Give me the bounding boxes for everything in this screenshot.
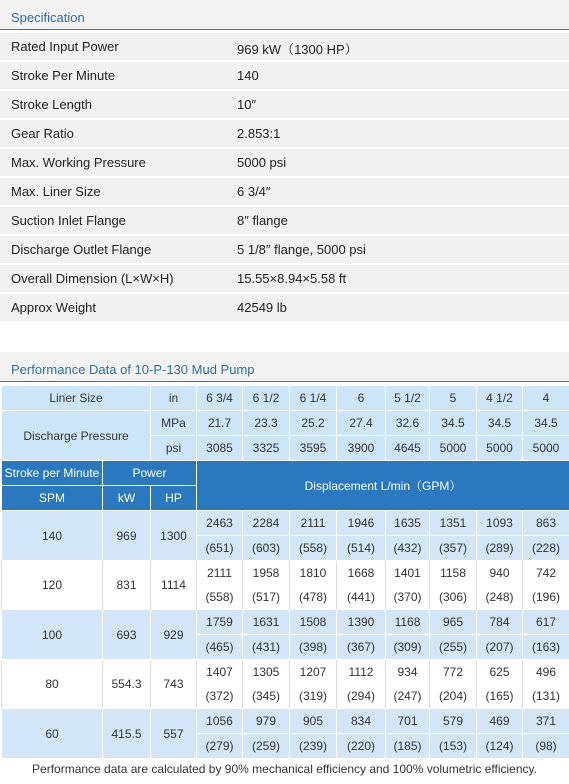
mpa-unit: MPa <box>151 411 197 436</box>
mpa-value: 34.5 <box>430 411 477 436</box>
spm-value: 80 <box>2 660 103 709</box>
table-row <box>2 610 569 635</box>
mpa-value: 32.6 <box>386 411 430 436</box>
displacement-lmin: 965 <box>430 610 477 635</box>
spec-value: 8″ flange <box>237 213 288 228</box>
displacement-lmin: 1390 <box>337 610 386 635</box>
displacement-gpm: (204) <box>430 684 477 709</box>
hp-value: 929 <box>151 610 197 660</box>
displacement-lmin: 1056 <box>197 709 243 734</box>
displacement-lmin: 1668 <box>337 561 386 586</box>
displacement-lmin: 579 <box>430 709 477 734</box>
spec-label: Max. Liner Size <box>11 184 101 199</box>
kw-value: 831 <box>103 561 151 610</box>
spec-value: 2.853:1 <box>237 126 281 141</box>
displacement-gpm: (185) <box>386 734 430 759</box>
displacement-gpm: (478) <box>290 585 337 610</box>
displacement-gpm: (651) <box>197 536 243 561</box>
power-header: Power <box>103 461 197 486</box>
displacement-gpm: (289) <box>477 536 523 561</box>
displacement-lmin: 742 <box>523 561 569 586</box>
liner-size-label: Liner Size <box>2 386 151 411</box>
spec-value: 10″ <box>237 97 257 112</box>
displacement-gpm: (345) <box>243 684 290 709</box>
displacement-lmin: 625 <box>477 660 523 685</box>
displacement-lmin: 1508 <box>290 610 337 635</box>
discharge-pressure-label: Discharge Pressure <box>2 411 151 461</box>
displacement-lmin: 1759 <box>197 610 243 635</box>
spec-value: 6 3/4″ <box>237 184 271 199</box>
hp-value: 1114 <box>151 561 197 610</box>
performance-table <box>1 385 569 759</box>
displacement-gpm: (517) <box>243 585 290 610</box>
spm-value: 100 <box>2 610 103 660</box>
displacement-lmin: 1093 <box>477 511 523 536</box>
kw-value: 554.3 <box>103 660 151 709</box>
liner-size-value: 5 1/2 <box>386 386 430 411</box>
spec-value: 15.55×8.94×5.58 ft <box>237 271 347 286</box>
displacement-lmin: 1810 <box>290 561 337 586</box>
displacement-gpm: (367) <box>337 635 386 660</box>
displacement-lmin: 1207 <box>290 660 337 685</box>
displacement-gpm: (247) <box>386 684 430 709</box>
displacement-lmin: 979 <box>243 709 290 734</box>
displacement-gpm: (228) <box>523 536 569 561</box>
displacement-gpm: (248) <box>477 585 523 610</box>
displacement-lmin: 1305 <box>243 660 290 685</box>
displacement-gpm: (357) <box>430 536 477 561</box>
spm-value: 140 <box>2 511 103 561</box>
psi-value: 5000 <box>430 436 477 461</box>
displacement-lmin: 496 <box>523 660 569 685</box>
spec-row <box>0 265 569 292</box>
displacement-lmin: 1112 <box>337 660 386 685</box>
mpa-value: 27.4 <box>337 411 386 436</box>
displacement-lmin: 905 <box>290 709 337 734</box>
performance-title: Performance Data of 10-P-130 Mud Pump <box>11 362 255 377</box>
psi-value: 3325 <box>243 436 290 461</box>
displacement-gpm: (163) <box>523 635 569 660</box>
spec-row <box>0 62 569 89</box>
displacement-gpm: (309) <box>386 635 430 660</box>
table-row <box>2 709 569 734</box>
liner-size-value: 6 <box>337 386 386 411</box>
displacement-gpm: (153) <box>430 734 477 759</box>
displacement-lmin: 1635 <box>386 511 430 536</box>
spec-row <box>0 149 569 176</box>
table-row <box>2 511 569 536</box>
psi-value: 5000 <box>477 436 523 461</box>
displacement-gpm: (441) <box>337 585 386 610</box>
mpa-value: 25.2 <box>290 411 337 436</box>
specification-header <box>0 0 569 30</box>
displacement-gpm: (220) <box>337 734 386 759</box>
displacement-lmin: 863 <box>523 511 569 536</box>
displacement-lmin: 1946 <box>337 511 386 536</box>
hp-value: 743 <box>151 660 197 709</box>
spec-label: Max. Working Pressure <box>11 155 146 170</box>
kw-value: 693 <box>103 610 151 660</box>
spm-value: 60 <box>2 709 103 759</box>
spec-label: Rated Input Power <box>11 39 119 54</box>
displacement-lmin: 934 <box>386 660 430 685</box>
displacement-gpm: (259) <box>243 734 290 759</box>
spec-row <box>0 120 569 147</box>
displacement-gpm: (431) <box>243 635 290 660</box>
displacement-gpm: (239) <box>290 734 337 759</box>
displacement-gpm: (124) <box>477 734 523 759</box>
performance-note: Performance data are calculated by 90% mechanical efficiency and 100% volumetric efficiency. <box>32 762 537 776</box>
mpa-value: 21.7 <box>197 411 243 436</box>
displacement-gpm: (372) <box>197 684 243 709</box>
displacement-lmin: 1168 <box>386 610 430 635</box>
displacement-lmin: 701 <box>386 709 430 734</box>
displacement-gpm: (319) <box>290 684 337 709</box>
displacement-gpm: (207) <box>477 635 523 660</box>
table-row <box>2 660 569 685</box>
specification-title: Specification <box>11 10 85 25</box>
kw-value: 969 <box>103 511 151 561</box>
spec-label: Discharge Outlet Flange <box>11 242 152 257</box>
displacement-lmin: 940 <box>477 561 523 586</box>
spm-header: Stroke per Minute <box>2 461 103 486</box>
hp-value: 557 <box>151 709 197 759</box>
mpa-value: 34.5 <box>523 411 569 436</box>
column-header-row <box>2 461 569 486</box>
spec-row <box>0 33 569 60</box>
liner-size-value: 6 3/4 <box>197 386 243 411</box>
liner-size-value: 6 1/2 <box>243 386 290 411</box>
spec-value: 42549 lb <box>237 300 287 315</box>
spec-label: Suction Inlet Flange <box>11 213 126 228</box>
displacement-lmin: 1631 <box>243 610 290 635</box>
liner-size-row <box>2 386 569 411</box>
table-row <box>2 561 569 586</box>
displacement-lmin: 2284 <box>243 511 290 536</box>
liner-size-value: 6 1/4 <box>290 386 337 411</box>
displacement-gpm: (196) <box>523 585 569 610</box>
displacement-lmin: 772 <box>430 660 477 685</box>
displacement-lmin: 371 <box>523 709 569 734</box>
psi-value: 4645 <box>386 436 430 461</box>
spec-label: Overall Dimension (L×W×H) <box>11 271 174 286</box>
displacement-gpm: (294) <box>337 684 386 709</box>
displacement-gpm: (131) <box>523 684 569 709</box>
spec-value: 5000 psi <box>237 155 287 170</box>
liner-size-value: 5 <box>430 386 477 411</box>
displacement-gpm: (279) <box>197 734 243 759</box>
displacement-lmin: 469 <box>477 709 523 734</box>
displacement-gpm: (514) <box>337 536 386 561</box>
displacement-lmin: 617 <box>523 610 569 635</box>
spm-value: 120 <box>2 561 103 610</box>
spec-label: Stroke Per Minute <box>11 68 116 83</box>
hp-value: 1300 <box>151 511 197 561</box>
displacement-gpm: (558) <box>290 536 337 561</box>
spec-value: 5 1/8″ flange, 5000 psi <box>237 242 366 257</box>
spec-value: 140 <box>237 68 259 83</box>
displacement-lmin: 834 <box>337 709 386 734</box>
kw-value: 415.5 <box>103 709 151 759</box>
mpa-value: 23.3 <box>243 411 290 436</box>
pressure-mpa-row <box>2 411 569 436</box>
psi-unit: psi <box>151 436 197 461</box>
spec-label: Gear Ratio <box>11 126 74 141</box>
displacement-gpm: (255) <box>430 635 477 660</box>
displacement-lmin: 1401 <box>386 561 430 586</box>
displacement-lmin: 1158 <box>430 561 477 586</box>
spec-row <box>0 294 569 321</box>
displacement-gpm: (603) <box>243 536 290 561</box>
kw-subheader: kW <box>103 486 151 511</box>
spec-row <box>0 91 569 118</box>
displacement-lmin: 2111 <box>290 511 337 536</box>
spec-value: 969 kW（1300 HP） <box>237 42 358 57</box>
displacement-lmin: 784 <box>477 610 523 635</box>
displacement-lmin: 1351 <box>430 511 477 536</box>
mpa-value: 34.5 <box>477 411 523 436</box>
displacement-gpm: (465) <box>197 635 243 660</box>
displacement-gpm: (558) <box>197 585 243 610</box>
displacement-gpm: (98) <box>523 734 569 759</box>
performance-header <box>0 352 569 382</box>
displacement-header: Displacement L/min（GPM） <box>197 461 569 511</box>
displacement-lmin: 1407 <box>197 660 243 685</box>
spm-subheader: SPM <box>2 486 103 511</box>
liner-size-value: 4 1/2 <box>477 386 523 411</box>
psi-value: 3085 <box>197 436 243 461</box>
psi-value: 3595 <box>290 436 337 461</box>
psi-value: 3900 <box>337 436 386 461</box>
hp-subheader: HP <box>151 486 197 511</box>
displacement-gpm: (398) <box>290 635 337 660</box>
displacement-gpm: (370) <box>386 585 430 610</box>
displacement-gpm: (306) <box>430 585 477 610</box>
displacement-gpm: (165) <box>477 684 523 709</box>
spec-row <box>0 207 569 234</box>
liner-size-value: 4 <box>523 386 569 411</box>
liner-unit: in <box>151 386 197 411</box>
displacement-lmin: 1958 <box>243 561 290 586</box>
displacement-lmin: 2463 <box>197 511 243 536</box>
displacement-lmin: 2111 <box>197 561 243 586</box>
spec-label: Stroke Length <box>11 97 92 112</box>
spec-row <box>0 178 569 205</box>
displacement-gpm: (432) <box>386 536 430 561</box>
psi-value: 5000 <box>523 436 569 461</box>
spec-label: Approx Weight <box>11 300 97 315</box>
spec-row <box>0 236 569 263</box>
